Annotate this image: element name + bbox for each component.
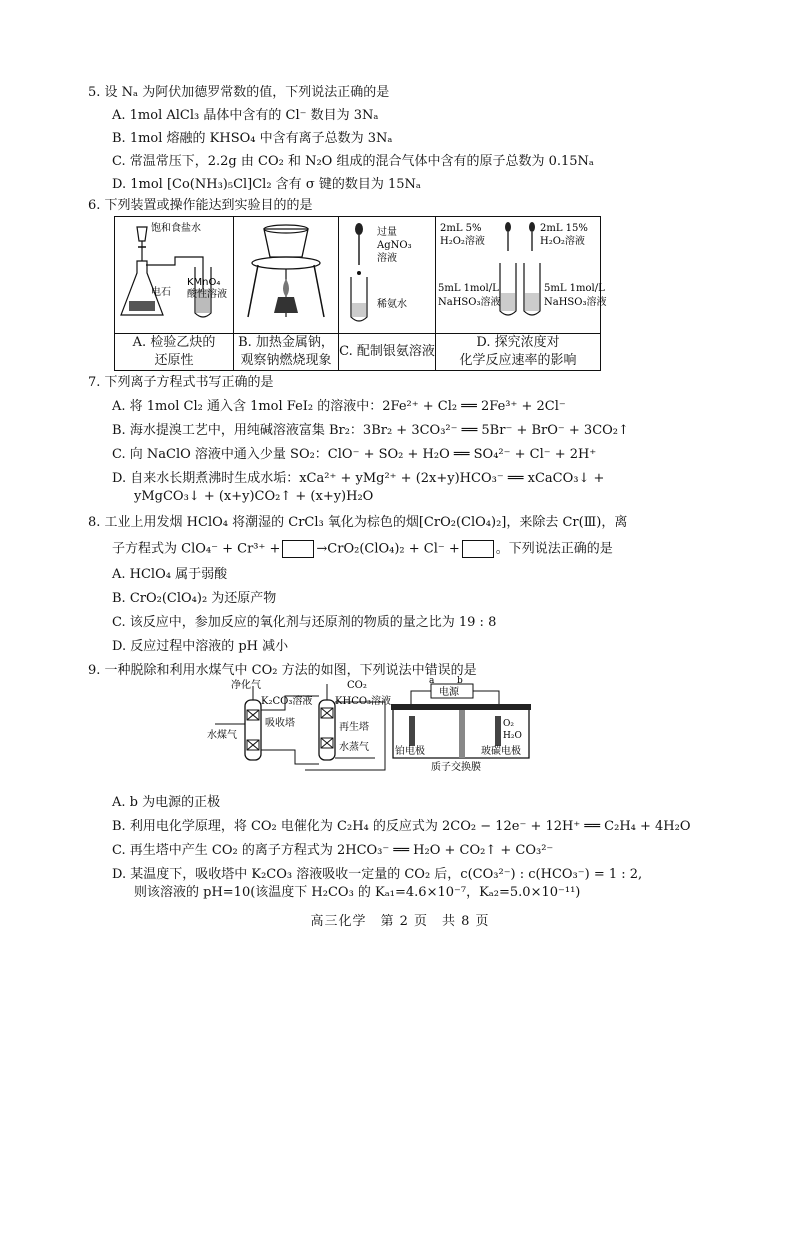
label-steam: 水蒸气 bbox=[339, 742, 369, 753]
label-khco3-solution: KHCO₃溶液 bbox=[335, 696, 392, 707]
q9-option-b: B. 利用电化学原理，将 CO₂ 电催化为 C₂H₄ 的反应式为 2CO₂ − 12e⁻ + 12H⁺ ══ C₂H₄ + 4H₂O bbox=[112, 819, 691, 834]
q8-option-d: D. 反应过程中溶液的 pH 减小 bbox=[112, 639, 289, 654]
caption-c bbox=[339, 334, 436, 371]
q5-option-b: B. 1mol 熔融的 KHSO₄ 中含有离子总数为 3Nₐ bbox=[112, 131, 393, 146]
q8-stem-line1: 8. 工业上用发烟 HClO₄ 将潮湿的 CrCl₃ 氧化为棕色的烟[CrO₂(ClO₄)₂]，来除去 Cr(Ⅲ)，离 bbox=[88, 515, 628, 530]
label-regenerator: 再生塔 bbox=[339, 722, 369, 733]
label-power-source: 电源 bbox=[439, 687, 459, 698]
label-brine: 饱和食盐水 bbox=[151, 223, 201, 234]
q8-equation-right: →CrO₂(ClO₄)₂ + Cl⁻ + bbox=[316, 541, 460, 557]
label-proton-exchange-membrane: 质子交换膜 bbox=[431, 762, 481, 773]
q9-option-a: A. b 为电源的正极 bbox=[112, 795, 221, 810]
q8-option-a: A. HClO₄ 属于弱酸 bbox=[112, 567, 228, 582]
q5-option-d: D. 1mol [Co(NH₃)₅Cl]Cl₂ 含有 σ 键的数目为 15Nₐ bbox=[112, 177, 421, 192]
q7-option-c: C. 向 NaClO 溶液中通入少量 SO₂：ClO⁻ + SO₂ + H₂O ══ SO₄²⁻ + Cl⁻ + 2H⁺ bbox=[112, 447, 597, 462]
q9-stem: 9. 一种脱除和利用水煤气中 CO₂ 方法的如图，下列说法中错误的是 bbox=[88, 663, 477, 678]
page-footer: 高三化学 第 2 页 共 8 页 bbox=[310, 914, 490, 929]
q5-option-a: A. 1mol AlCl₃ 晶体中含有的 Cl⁻ 数目为 3Nₐ bbox=[112, 108, 379, 123]
label-solution: 溶液 bbox=[377, 253, 397, 264]
blank-box-1 bbox=[282, 540, 314, 558]
q9-option-c: C. 再生塔中产生 CO₂ 的离子方程式为 2HCO₃⁻ ══ H₂O + CO₂↑ + CO₃²⁻ bbox=[112, 843, 554, 858]
label-calcium-carbide: 电石 bbox=[151, 287, 171, 298]
caption-a-line2: 还原性 bbox=[154, 353, 194, 368]
label-absorber: 吸收塔 bbox=[265, 718, 295, 729]
label-excess: 过量 bbox=[377, 227, 397, 238]
caption-a-line1: A. 检验乙炔的 bbox=[132, 335, 216, 350]
apparatus-table bbox=[114, 216, 607, 371]
apparatus-c bbox=[339, 217, 436, 334]
apparatus-d bbox=[436, 217, 607, 334]
label-right-h2o2-amount: 2mL 15% bbox=[540, 223, 588, 234]
label-agno3: AgNO₃ bbox=[377, 240, 412, 251]
label-dilute-ammonia: 稀氨水 bbox=[377, 299, 407, 310]
label-right-nahso3: NaHSO₃溶液 bbox=[544, 297, 607, 308]
blank-box-2 bbox=[462, 540, 494, 558]
label-left-nahso3: NaHSO₃溶液 bbox=[438, 297, 501, 308]
label-h2o: H₂O bbox=[503, 731, 522, 741]
q8-stem-line2 bbox=[112, 540, 613, 559]
q9-option-d: D. 某温度下，吸收塔中 K₂CO₃ 溶液吸收一定量的 CO₂ 后，c(CO₃²⁻) : c(HCO₃⁻) = 1 : 2, bbox=[112, 867, 643, 882]
acetylene-apparatus-diagram bbox=[115, 217, 233, 329]
co2-removal-diagram bbox=[205, 676, 535, 773]
label-clean-gas: 净化气 bbox=[231, 680, 261, 691]
q5-option-c: C. 常温常压下，2.2g 由 CO₂ 和 N₂O 组成的混合气体中含有的原子总数为 0.15Nₐ bbox=[112, 154, 594, 169]
label-kmno4: KMnO₄ bbox=[187, 277, 221, 288]
label-platinum-electrode: 铂电极 bbox=[395, 746, 425, 757]
label-glassy-carbon-electrode: 玻碳电极 bbox=[481, 746, 521, 757]
apparatus-b bbox=[234, 217, 339, 334]
caption-b bbox=[234, 334, 339, 371]
caption-c-line1: C. 配制银氨溶液 bbox=[339, 344, 435, 359]
label-right-nahso3-amount: 5mL 1mol/L bbox=[544, 283, 605, 294]
label-acidic-solution: 酸性溶液 bbox=[187, 289, 227, 300]
crucible-tripod-diagram bbox=[234, 217, 338, 329]
q9-option-d-cont: 则该溶液的 pH=10(该温度下 H₂CO₃ 的 Kₐ₁=4.6×10⁻⁷，Kₐ₂=5.0×10⁻¹¹) bbox=[134, 885, 581, 900]
q8-equation-left: 子方程式为 ClO₄⁻ + Cr³⁺ + bbox=[112, 541, 281, 557]
q8-question: 。下列说法正确的是 bbox=[495, 541, 613, 557]
caption-d bbox=[436, 334, 601, 371]
caption-b-line2: 观察钠燃烧现象 bbox=[240, 353, 332, 368]
q7-option-a: A. 将 1mol Cl₂ 通入含 1mol FeI₂ 的溶液中：2Fe²⁺ + Cl₂ ══ 2Fe³⁺ + 2Cl⁻ bbox=[112, 399, 566, 414]
apparatus-a bbox=[115, 217, 234, 334]
caption-d-line2: 化学反应速率的影响 bbox=[459, 353, 577, 368]
concentration-rate-diagram bbox=[436, 217, 607, 329]
label-o2: O₂ bbox=[503, 719, 514, 729]
q8-option-c: C. 该反应中，参加反应的氧化剂与还原剂的物质的量之比为 19 : 8 bbox=[112, 615, 497, 630]
q7-option-b: B. 海水提溴工艺中，用纯碱溶液富集 Br₂：3Br₂ + 3CO₃²⁻ ══ 5Br⁻ + BrO⁻ + 3CO₂↑ bbox=[112, 423, 629, 438]
label-water-gas: 水煤气 bbox=[207, 730, 237, 741]
caption-b-line1: B. 加热金属钠， bbox=[238, 335, 334, 350]
q7-stem: 7. 下列离子方程式书写正确的是 bbox=[88, 375, 274, 390]
label-left-h2o2: H₂O₂溶液 bbox=[440, 236, 485, 247]
label-co2: CO₂ bbox=[347, 680, 367, 691]
q7-option-d: D. 自来水长期煮沸时生成水垢：xCa²⁺ + yMg²⁺ + (2x+y)HCO₃⁻ ══ xCaCO₃↓ + bbox=[112, 471, 605, 486]
q6-stem: 6. 下列装置或操作能达到实验目的的是 bbox=[88, 198, 313, 213]
label-right-h2o2: H₂O₂溶液 bbox=[540, 236, 585, 247]
label-k2co3-solution: K₂CO₃溶液 bbox=[261, 696, 313, 707]
silver-ammonia-diagram bbox=[339, 217, 435, 329]
q7-option-d-cont: yMgCO₃↓ + (x+y)CO₂↑ + (x+y)H₂O bbox=[134, 489, 374, 504]
label-terminal-a: a bbox=[429, 676, 435, 686]
caption-a bbox=[115, 334, 234, 371]
q8-option-b: B. CrO₂(ClO₄)₂ 为还原产物 bbox=[112, 591, 277, 606]
q5-stem: 5. 设 Nₐ 为阿伏加德罗常数的值，下列说法正确的是 bbox=[88, 85, 390, 100]
label-terminal-b: b bbox=[457, 676, 463, 686]
caption-d-line1: D. 探究浓度对 bbox=[476, 335, 560, 350]
label-left-nahso3-amount: 5mL 1mol/L bbox=[438, 283, 499, 294]
label-left-h2o2-amount: 2mL 5% bbox=[440, 223, 482, 234]
